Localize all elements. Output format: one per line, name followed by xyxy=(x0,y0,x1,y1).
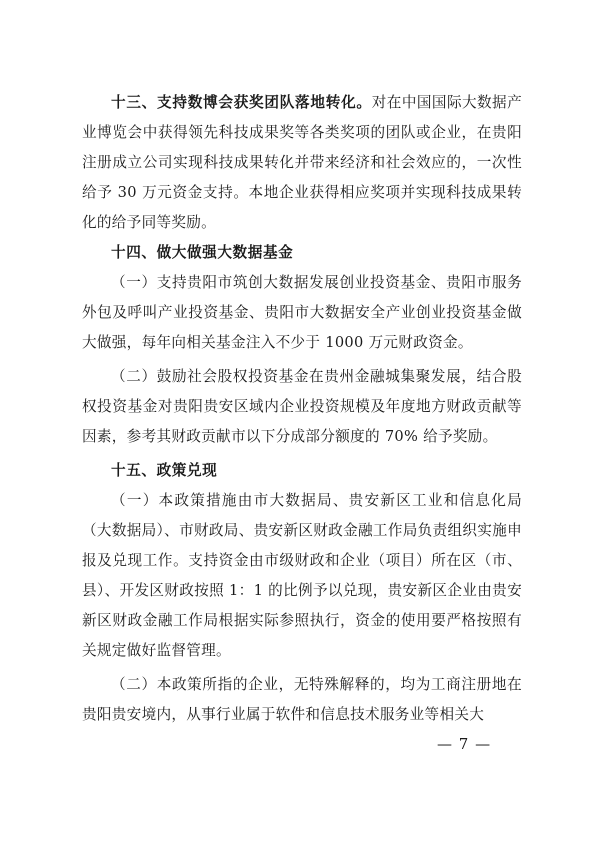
section-15-item-1: （一）本政策措施由市大数据局、贵安新区工业和信息化局（大数据局）、市财政局、贵安新区财政金融工作局负责组织实施申报及兑现工作。支持资金由市级财政和企业（项目）所在区（市、县）、开发区财政按照 1：1 的比例予以兑现，贵安新区企业由贵安新区财政金融工作局根据实际参照执行，资金的使用要严格按照有关规定做好监督管理。 xyxy=(82,492,522,659)
document-page xyxy=(82,88,522,730)
section-14-item-2: （二）鼓励社会股权投资基金在贵州金融城集聚发展，结合股权投资基金对贵阳贵安区域内企业投资规模及年度地方财政贡献等因素，参考其财政贡献市以下分成部分额度的 70% 给予奖励。 xyxy=(82,368,522,445)
section-14-heading: 十四、做大做强大数据基金 xyxy=(111,244,294,261)
page-number: — 7 — xyxy=(437,735,492,753)
section-13-paragraph xyxy=(82,88,522,238)
section-15-heading: 十五、政策兑现 xyxy=(111,462,218,479)
section-13-body: 对在中国国际大数据产业博览会中获得领先科技成果奖等各类奖项的团队或企业，在贵阳注册成立公司实现科技成果转化并带来经济和社会效应的，一次性给予 30 万元资金支持。本地企业获得相应奖项并实现科技成果转化的给予同等奖励。 xyxy=(82,94,522,231)
section-15-item-2: （二）本政策所指的企业，无特殊解释的，均为工商注册地在贵阳贵安境内，从事行业属于软件和信息技术服务业等相关大 xyxy=(82,676,522,723)
section-14-item-1: （一）支持贵阳市筑创大数据发展创业投资基金、贵阳市服务外包及呼叫产业投资基金、贵阳市大数据安全产业创业投资基金做大做强，每年向相关基金注入不少于 1000 万元财政资金。 xyxy=(82,274,522,351)
section-13-heading: 十三、支持数博会获奖团队落地转化。 xyxy=(111,94,372,111)
